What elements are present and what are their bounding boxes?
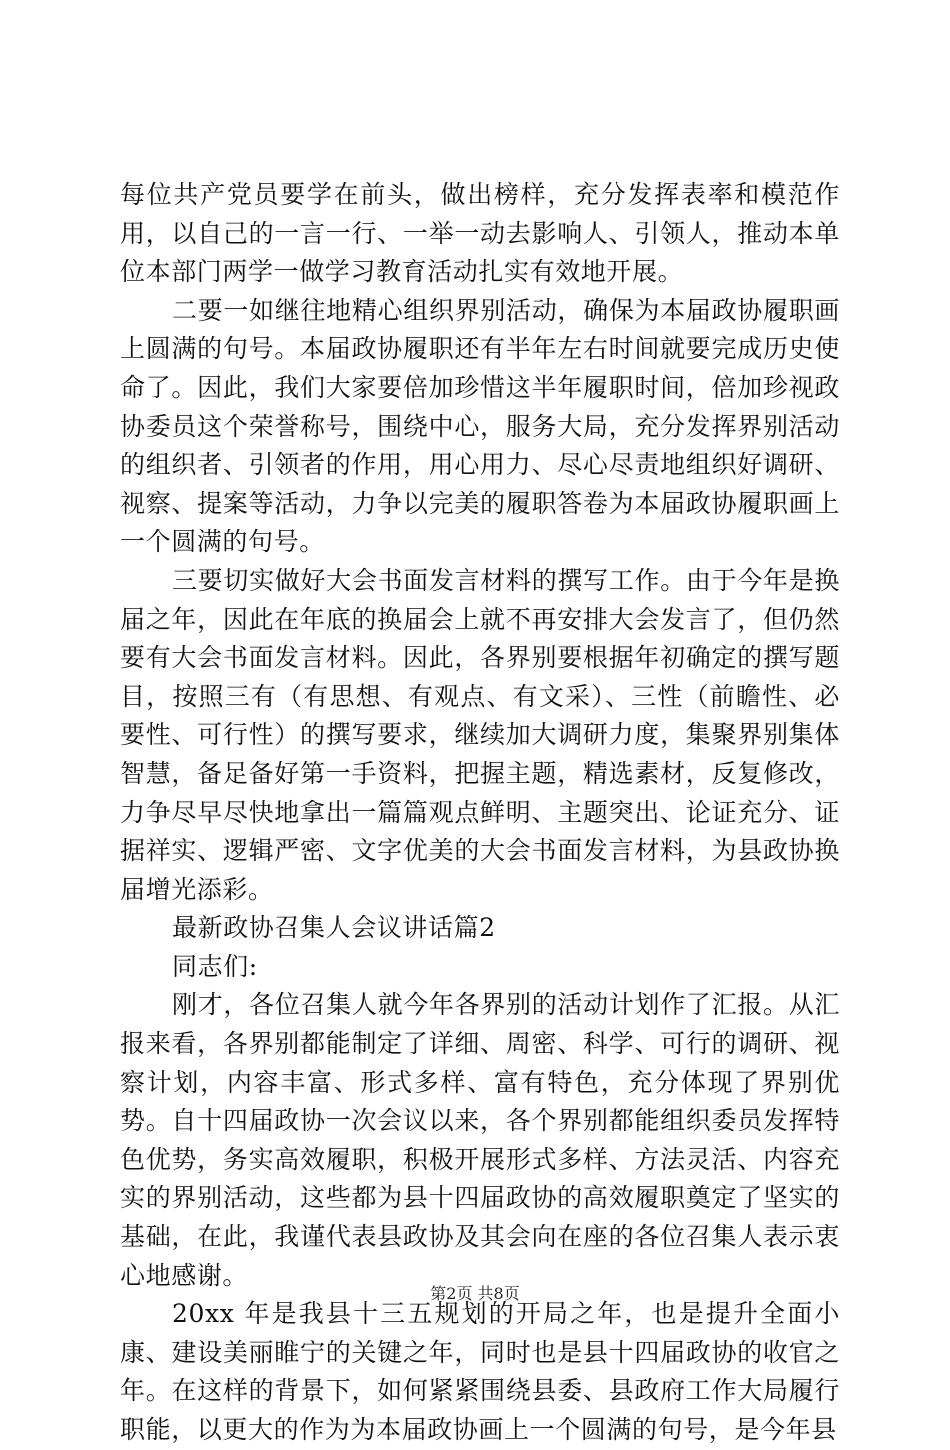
paragraph-opening: 刚才，各位召集人就今年各界别的活动计划作了汇报。从汇报来看，各界别都能制定了详细、周密、科学、可行的调研、视察计划，内容丰富、形式多样、富有特色，充分体现了界别优势。自十四届政协一次会议以来，各个界别都能组织委员发挥特色优势，务实高效履职，积极开展形式多样、方法灵活、内容充实的界别活动，这些都为县十四届政协的高效履职奠定了坚实的基础，在此，我谨代表县政协及其会向在座的各位召集人表示衷心地感谢。 (120, 990, 840, 1290)
paragraph-point-two: 二要一如继往地精心组织界别活动，确保为本届政协履职画上圆满的句号。本届政协履职还有半年左右时间就要完成历史使命了。因此，我们大家要倍加珍惜这半年履职时间，倍加珍视政协委员这个荣誉称号，围绕中心，服务大局，充分发挥界别活动的组织者、引领者的作用，用心用力、尽心尽责地组织好调研、视察、提案等活动，力争以完美的履职答卷为本届政协履职画上一个圆满的句号。 (120, 295, 840, 557)
section-heading: 最新政协召集人会议讲话篇2 (172, 913, 496, 943)
paragraph-continuation: 每位共产党员要学在前头，做出榜样，充分发挥表率和模范作用，以自己的一言一行、一举一动去影响人、引领人，推动本单位本部门两学一做学习教育活动扎实有效地开展。 (120, 180, 840, 287)
paragraph-context: 20xx 年是我县十三五规划的开局之年，也是提升全面小康、建设美丽睢宁的关键之年，同时也是县十四届政协的收官之年。在这样的背景下，如何紧紧围绕县委、县政府工作大局履行职能，以更大的作为为本届政协画上一个圆满的句号，是今年县 (120, 1299, 840, 1444)
salutation: 同志们: (172, 951, 258, 981)
document-body (120, 176, 840, 1450)
page-number-footer: 第2页 共8页 (430, 1284, 520, 1303)
paragraph-point-three: 三要切实做好大会书面发言材料的撰写工作。由于今年是换届之年，因此在年底的换届会上就不再安排大会发言了，但仍然要有大会书面发言材料。因此，各界别要根据年初确定的撰写题目，按照三有（有思想、有观点、有文采）、三性（前瞻性、必要性、可行性）的撰写要求，继续加大调研力度，集聚界别集体智慧，备足备好第一手资料，把握主题，精选素材，反复修改，力争尽早尽快地拿出一篇篇观点鲜明、主题突出、论证充分、证据祥实、逻辑严密、文字优美的大会书面发言材料，为县政协换届增光添彩。 (120, 565, 840, 904)
